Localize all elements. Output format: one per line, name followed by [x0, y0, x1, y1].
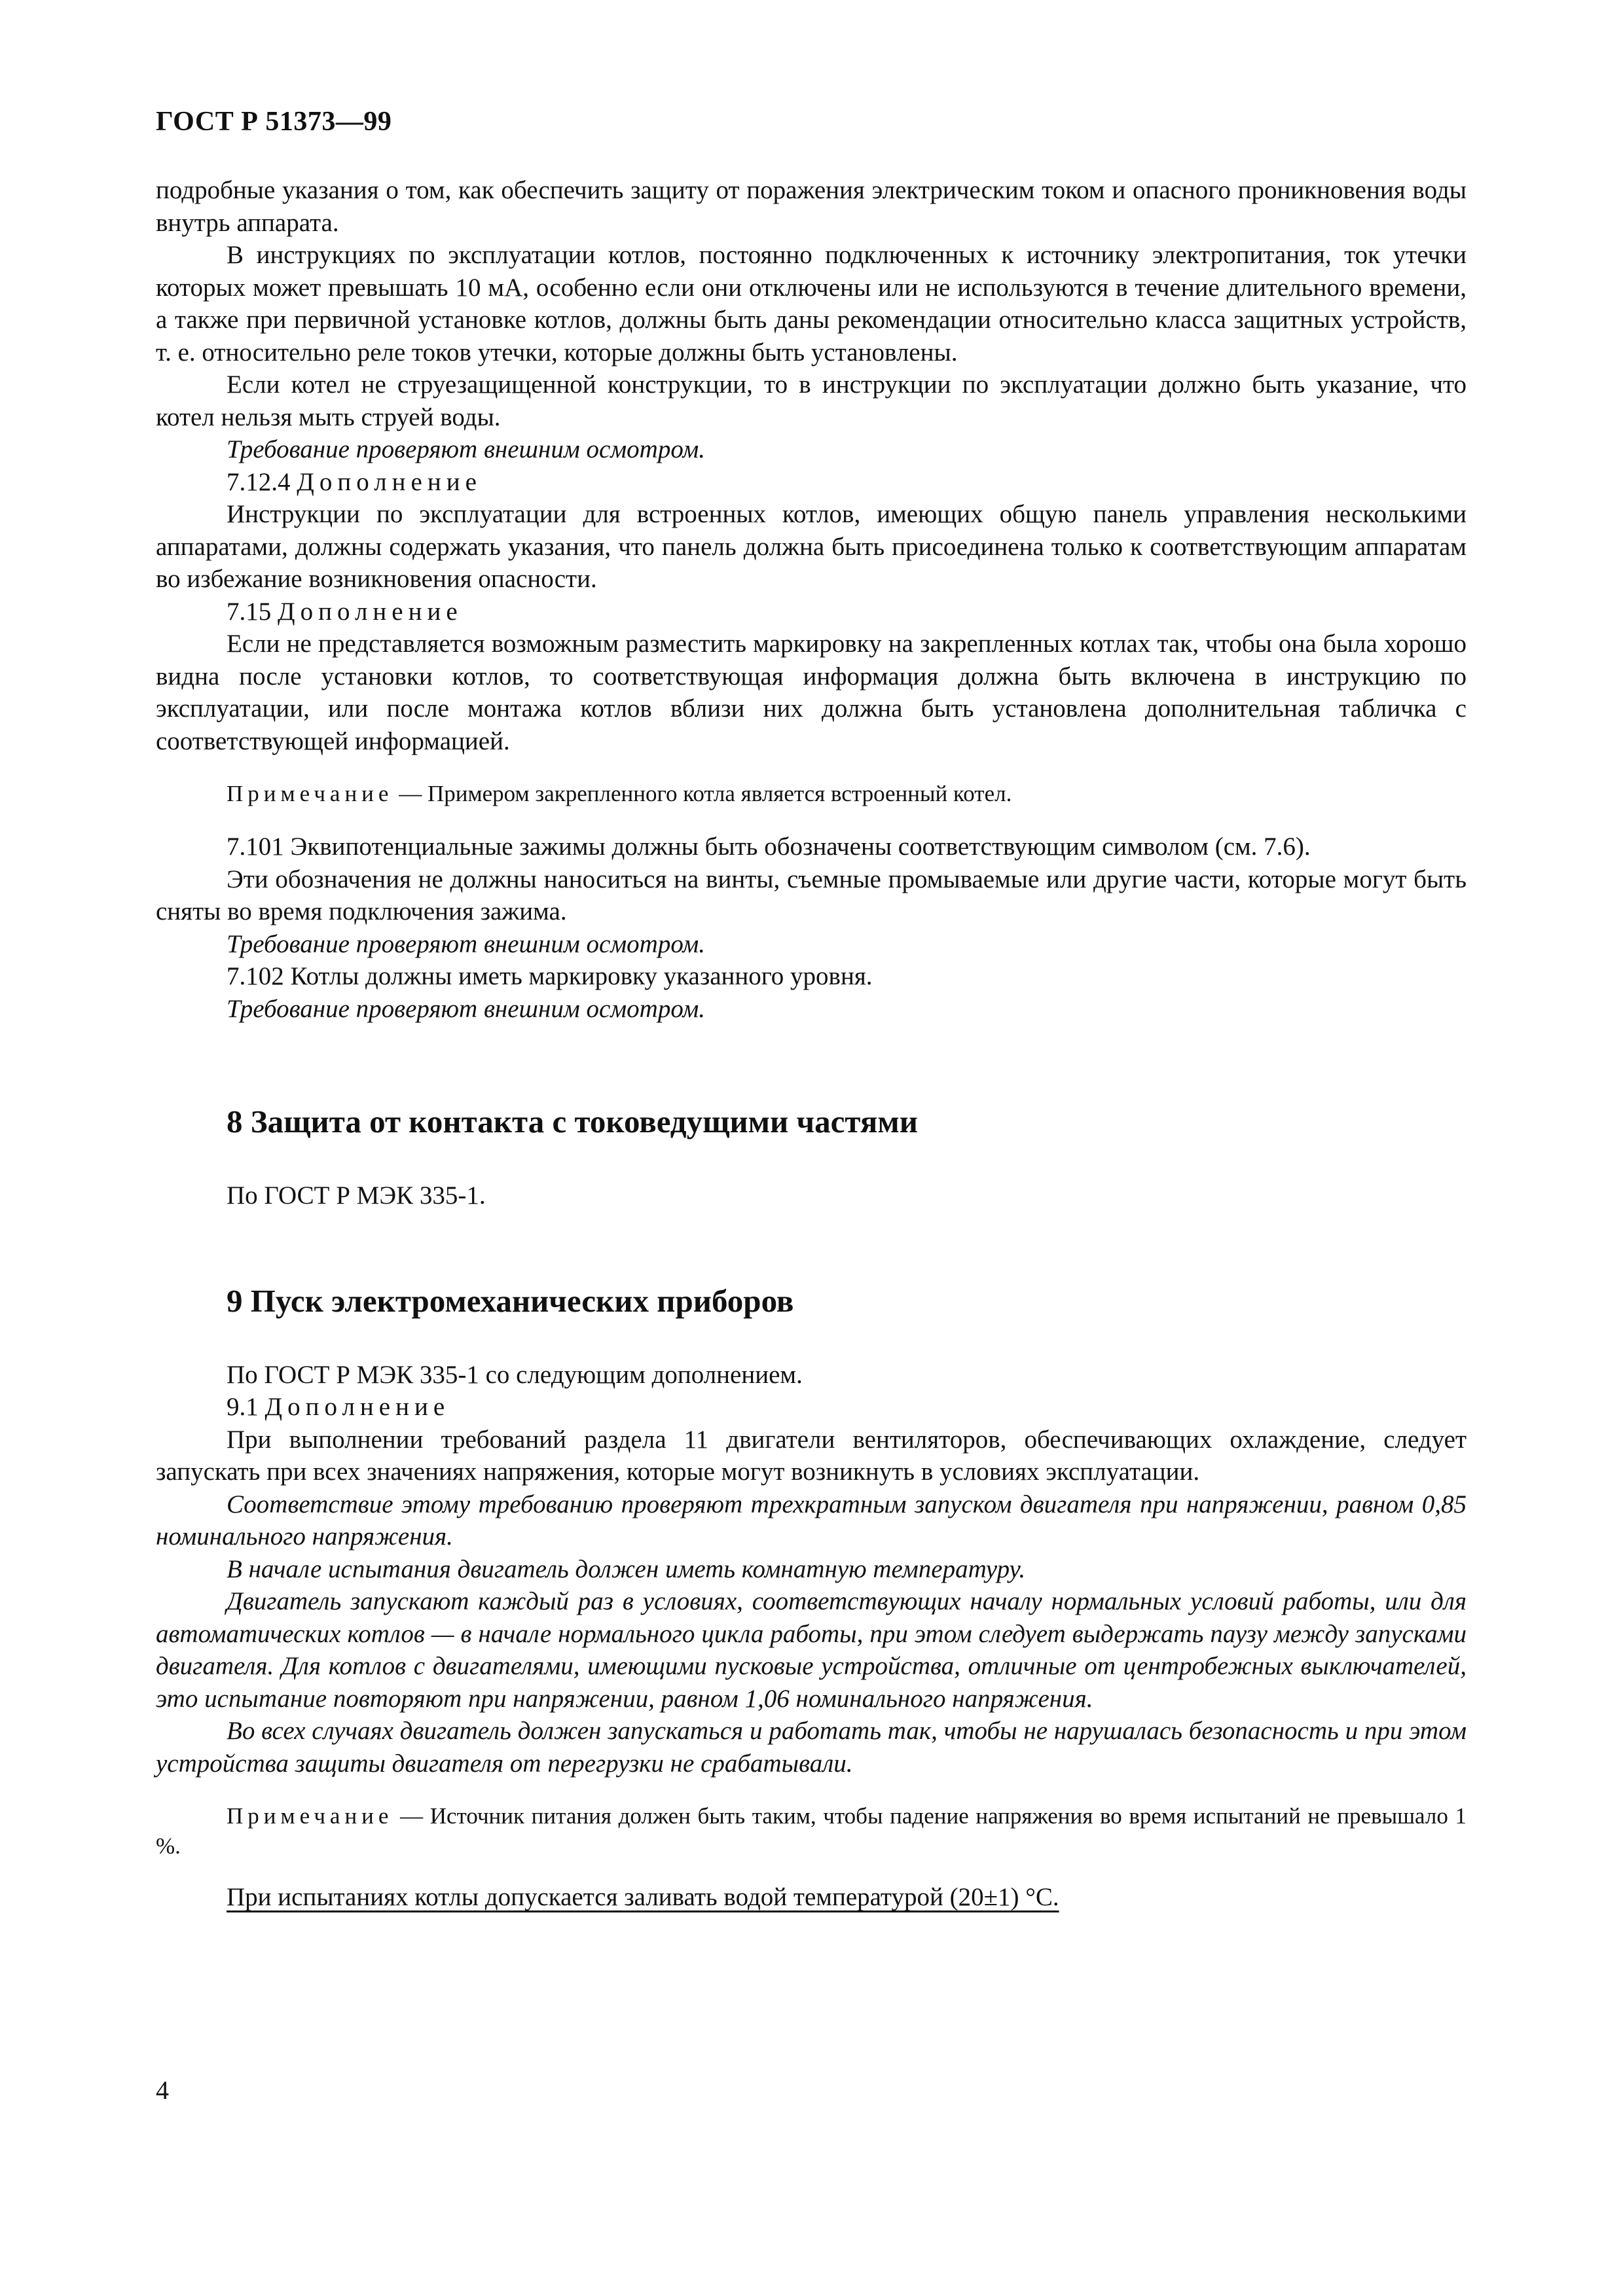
paragraph-inspection-requirement: Требование проверяют внешним осмотром.: [227, 435, 705, 463]
paragraph-water-temperature: [156, 1881, 1467, 1914]
paragraph-instructions-leakage: В инструкциях по эксплуатации котлов, постоянно подключенных к источнику электропитания, ток утечки которых может превышать 10 мА, особенно если они отключены или не используются в течение длительного времени, а также при первичной установке котлов, должны быть даны рекомендации относительно класса защитных устройств, т. е. относительно реле токов утечки, которые должны быть установлены.: [156, 241, 1467, 367]
paragraph-continuation: подробные указания о том, как обеспечить защиту от поражения электрическим током и опасного проникновения воды внутрь аппарата.: [156, 176, 1467, 237]
paragraph-water-jet: Если котел не струезащищенной конструкции, то в инструкции по эксплуатации должно быть указание, что котел нельзя мыть струей воды.: [156, 370, 1467, 431]
clause-9-1: [156, 1391, 1467, 1424]
section-8-text: По ГОСТ Р МЭК 335-1.: [227, 1181, 486, 1210]
paragraph-motor-start-conditions: Двигатель запускают каждый раз в условиях, соответствующих началу нормальных условий работы, или для автоматических котлов — в начале нормального цикла работы, при этом следует выдержать паузу между запусками двигателя. Для котлов с двигателями, имеющими пусковые устройства, отличные от центробежных выключателей, это испытание повторяют при напряжении, равном 1,06 номинального напряжения.: [156, 1587, 1467, 1713]
paragraph-fan-motors: При выполнении требований раздела 11 двигатели вентиляторов, обеспечивающих охлаждение, следует запускать при всех значениях напряжения, которые могут возникнуть в условиях эксплуатации.: [156, 1425, 1467, 1486]
clause-7-12-4: [156, 466, 1467, 499]
note-text: — Источник питания должен быть таким, чтобы падение напряжения во время испытаний не превышало 1 %.: [156, 1803, 1467, 1859]
clause-number: 9.1: [227, 1393, 259, 1421]
paragraph-triple-start-test: Соответствие этому требованию проверяют трехкратным запуском двигателя при напряжении, равном 0,85 номинального напряжения.: [156, 1490, 1467, 1551]
paragraph-safety-overload: Во всех случаях двигатель должен запускаться и работать так, чтобы не нарушалась безопасность и при этом устройства защиты двигателя от перегрузки не срабатывали.: [156, 1717, 1467, 1778]
page-content: [156, 174, 1467, 1914]
underlined-amendment: При испытаниях котлы допускается заливать водой температурой (20±1) °С.: [227, 1883, 1059, 1911]
clause-7-15: [156, 596, 1467, 628]
paragraph-built-in-boilers: Инструкции по эксплуатации для встроенных котлов, имеющих общую панель управления несколькими аппаратами, должны содержать указания, что панель должна быть присоединена только к соответствующим аппаратам во избежание возникновения опасности.: [156, 500, 1467, 593]
note-label: Примечание: [227, 1803, 393, 1829]
section-9-intro: По ГОСТ Р МЭК 335-1 со следующим дополнением.: [227, 1360, 803, 1389]
paragraph-inspection-requirement: Требование проверяют внешним осмотром.: [227, 929, 705, 958]
paragraph-marking-info: Если не представляется возможным разместить маркировку на закрепленных котлах так, чтобы она была хорошо видна после установки котлов, то соответствующая информация должна быть включена в инструкцию по эксплуатации, или после монтажа котлов вблизи них должна быть установлена дополнительная табличка с соответствующей информацией.: [156, 630, 1467, 755]
paragraph-inspection-requirement: Требование проверяют внешним осмотром.: [227, 994, 705, 1023]
clause-7-102: 7.102 Котлы должны иметь маркировку указанного уровня.: [227, 962, 873, 990]
clause-7-101: 7.101 Эквипотенциальные зажимы должны быть обозначены соответствующим символом (см. 7.6).: [227, 833, 1311, 861]
clause-number: 7.12.4: [227, 467, 291, 496]
note-power-supply: [156, 1801, 1467, 1861]
section-8-heading: 8 Защита от контакта с токоведущими частями: [227, 1103, 918, 1139]
clause-label: Дополнение: [297, 467, 482, 496]
page-number: 4: [156, 2075, 169, 2105]
clause-number: 7.15: [227, 597, 272, 626]
note-fixed-boiler: [156, 779, 1467, 809]
note-text: — Примером закрепленного котла является встроенный котел.: [393, 781, 1012, 806]
document-header: ГОСТ Р 51373—99: [156, 107, 392, 137]
clause-label: Дополнение: [278, 597, 463, 626]
clause-label: Дополнение: [264, 1393, 450, 1421]
note-label: Примечание: [227, 781, 393, 806]
section-9-heading: 9 Пуск электромеханических приборов: [227, 1282, 794, 1319]
paragraph-room-temperature: В начале испытания двигатель должен иметь комнатную температуру.: [227, 1554, 1026, 1583]
paragraph-markings-placement: Эти обозначения не должны наноситься на винты, съемные промываемые или другие части, которые могут быть сняты во время подключения зажима.: [156, 865, 1467, 925]
